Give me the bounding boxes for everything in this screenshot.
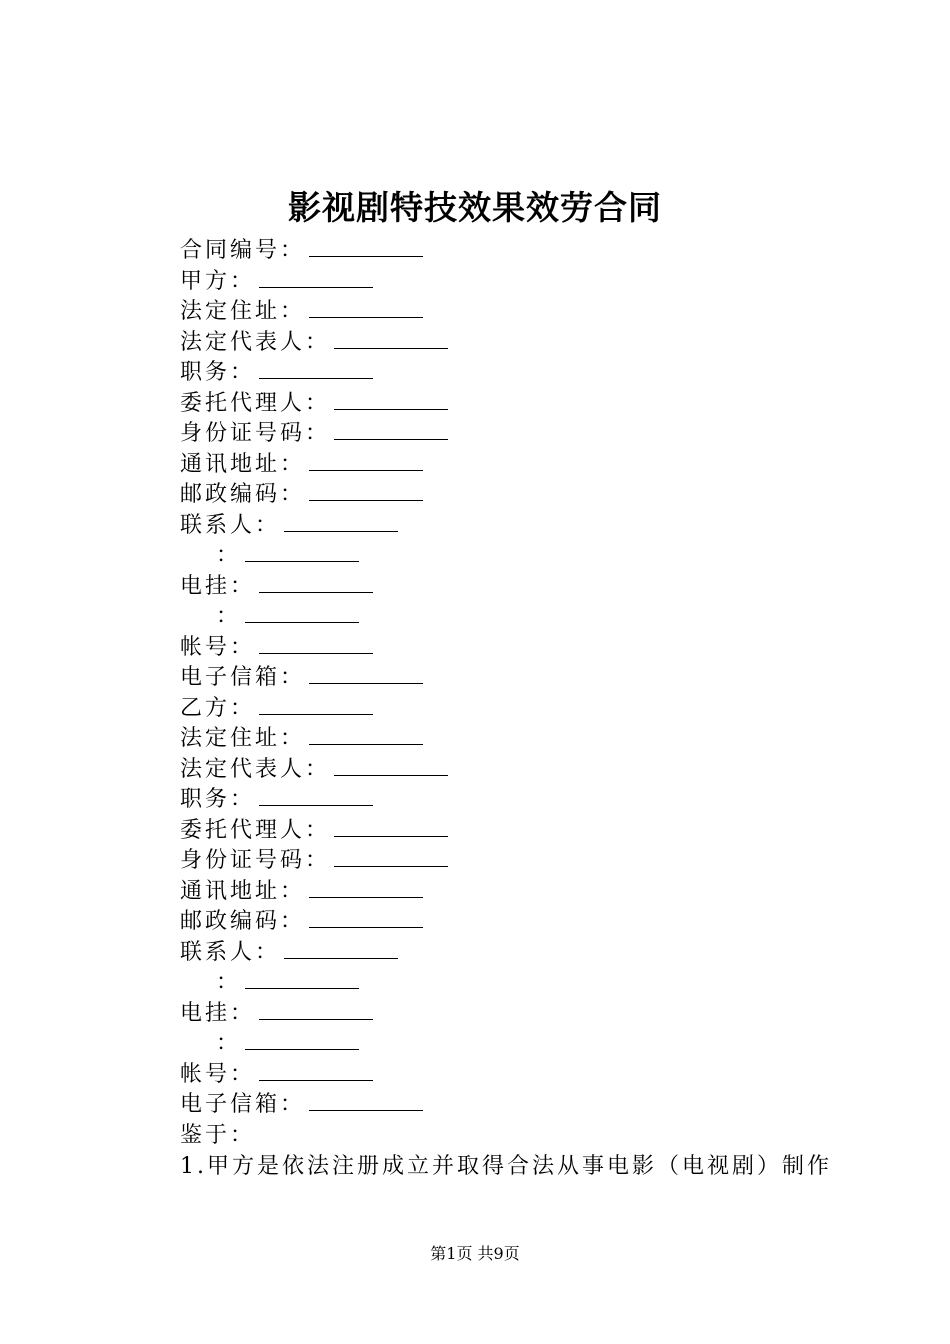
field-blank-line[interactable] <box>245 542 359 562</box>
field-blank-line[interactable] <box>334 420 448 440</box>
field-blank-line[interactable] <box>309 1091 423 1111</box>
contract-field-row <box>180 968 860 999</box>
field-blank-line[interactable] <box>259 573 373 593</box>
contract-field-row <box>180 419 860 450</box>
contract-field-row <box>180 877 860 908</box>
field-label: 职务： <box>180 787 256 812</box>
field-label: 身份证号码： <box>180 421 331 446</box>
field-label: ： <box>216 604 242 629</box>
field-label: 联系人： <box>180 939 281 965</box>
field-label: ： <box>216 1031 242 1056</box>
field-label: 电子信箱： <box>180 665 306 690</box>
contract-field-row <box>180 694 860 725</box>
field-blank-line[interactable] <box>259 268 373 288</box>
field-blank-line[interactable] <box>259 359 373 379</box>
field-label: 电挂： <box>180 573 256 599</box>
contract-field-row <box>180 358 860 389</box>
field-label: 联系人： <box>180 512 281 538</box>
field-blank-line[interactable] <box>309 908 423 928</box>
field-blank-line[interactable] <box>245 603 359 623</box>
contract-field-row <box>180 846 860 877</box>
field-label: ： <box>216 970 242 995</box>
field-label: 法定代表人： <box>180 329 331 355</box>
contract-field-row <box>180 1090 860 1121</box>
field-blank-line[interactable] <box>334 329 448 349</box>
contract-field-row <box>180 267 860 298</box>
field-label: 电挂： <box>180 1000 256 1026</box>
field-label: 邮政编码： <box>180 482 306 507</box>
contract-field-row <box>180 297 860 328</box>
field-blank-line[interactable] <box>245 1030 359 1050</box>
field-label: 帐号： <box>180 634 256 660</box>
contract-field-row <box>180 663 860 694</box>
contract-field-row <box>180 907 860 938</box>
field-blank-line[interactable] <box>334 817 448 837</box>
field-blank-line[interactable] <box>309 298 423 318</box>
field-label: 甲方： <box>180 268 256 294</box>
field-label: 委托代理人： <box>180 817 331 843</box>
preamble-line <box>180 1121 860 1152</box>
field-label: 乙方： <box>180 695 256 721</box>
contract-field-row <box>180 572 860 603</box>
field-label: 委托代理人： <box>180 390 331 416</box>
field-blank-line[interactable] <box>245 969 359 989</box>
field-label: 电子信箱： <box>180 1092 306 1117</box>
field-blank-line[interactable] <box>334 847 448 867</box>
preamble-text: 鉴于： <box>180 1122 256 1148</box>
contract-field-row <box>180 541 860 572</box>
document-title: 影视剧特技效果效劳合同 <box>288 188 662 227</box>
contract-field-row <box>180 328 860 359</box>
field-label: 身份证号码： <box>180 848 331 873</box>
field-blank-line[interactable] <box>334 756 448 776</box>
field-label: 通讯地址： <box>180 878 306 904</box>
contract-field-row <box>180 755 860 786</box>
field-blank-line[interactable] <box>259 634 373 654</box>
contract-field-row <box>180 633 860 664</box>
contract-field-row <box>180 236 860 267</box>
contract-field-row <box>180 1029 860 1060</box>
contract-field-row <box>180 389 860 420</box>
contract-field-row <box>180 511 860 542</box>
field-blank-line[interactable] <box>309 481 423 501</box>
field-label: 法定住址： <box>180 299 306 324</box>
field-label: 帐号： <box>180 1061 256 1087</box>
field-blank-line[interactable] <box>259 786 373 806</box>
field-blank-line[interactable] <box>309 878 423 898</box>
field-label: 职务： <box>180 360 256 385</box>
contract-field-row <box>180 999 860 1030</box>
field-label: 邮政编码： <box>180 909 306 934</box>
field-blank-line[interactable] <box>284 512 398 532</box>
contract-fields-list <box>180 236 860 1151</box>
field-label: 法定代表人： <box>180 756 331 782</box>
field-blank-line[interactable] <box>259 1061 373 1081</box>
field-blank-line[interactable] <box>309 664 423 684</box>
field-blank-line[interactable] <box>284 939 398 959</box>
contract-field-row <box>180 1060 860 1091</box>
field-blank-line[interactable] <box>259 1000 373 1020</box>
contract-field-row <box>180 602 860 633</box>
field-blank-line[interactable] <box>259 695 373 715</box>
page-footer: 第1页 共9页 <box>430 1244 520 1263</box>
clause-1-text: 1.甲方是依法注册成立并取得合法从事电影（电视剧）制作 <box>180 1154 832 1179</box>
field-blank-line[interactable] <box>334 390 448 410</box>
contract-field-row <box>180 450 860 481</box>
contract-field-row <box>180 480 860 511</box>
field-blank-line[interactable] <box>309 237 423 257</box>
contract-field-row <box>180 724 860 755</box>
field-blank-line[interactable] <box>309 725 423 745</box>
field-blank-line[interactable] <box>309 451 423 471</box>
contract-field-row <box>180 785 860 816</box>
field-label: ： <box>216 543 242 568</box>
field-label: 通讯地址： <box>180 451 306 477</box>
contract-field-row <box>180 938 860 969</box>
contract-field-row <box>180 816 860 847</box>
field-label: 合同编号： <box>180 238 306 263</box>
field-label: 法定住址： <box>180 726 306 751</box>
